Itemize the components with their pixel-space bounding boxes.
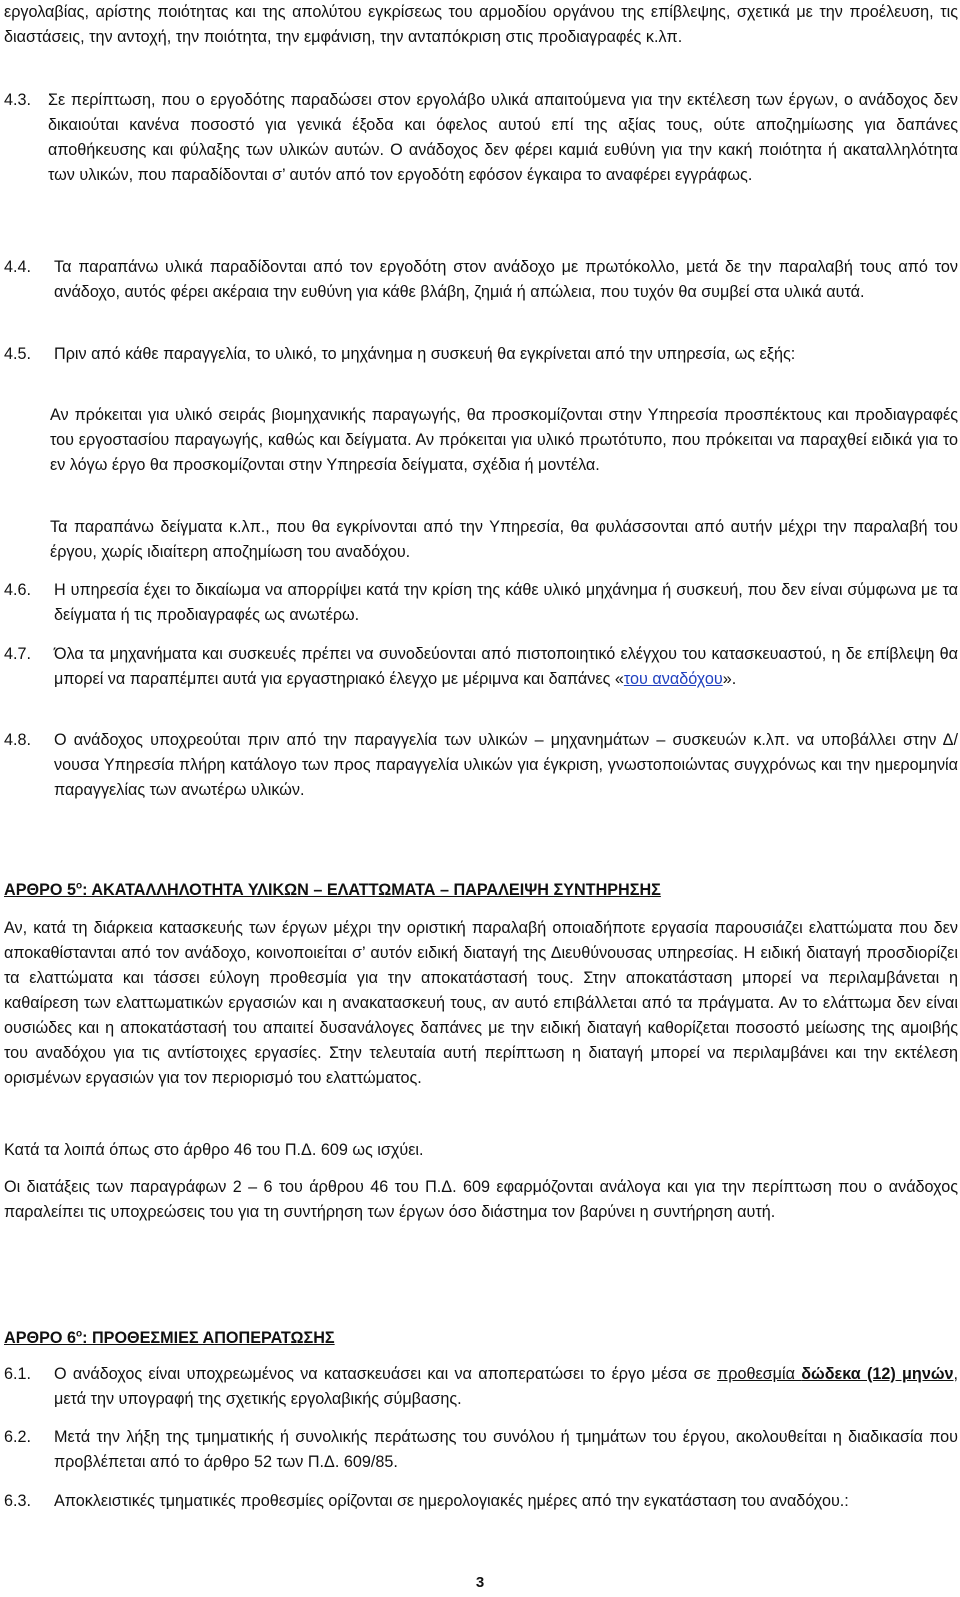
paragraph-text bbox=[54, 1362, 958, 1412]
paragraph-4-6 bbox=[4, 578, 958, 628]
deadline-comma: , bbox=[953, 1365, 958, 1383]
paragraph-4-5-sub1: Αν πρόκειται για υλικό σειράς βιομηχανικής παραγωγής, θα προσκομίζονται στην Υπηρεσία προσπέκτους και προδιαγραφές του εργοστασίου παραγωγής, καθώς και δείγματα. Αν πρόκειται για υλικό πρωτότυπο, που πρόκειται να παραχθεί ειδικά για το εν λόγω έργο θα προσκομίζονται στην Υπηρεσία δείγματα, σχέδια ή μοντέλα. bbox=[50, 406, 958, 474]
paragraph-4-5 bbox=[4, 342, 958, 367]
text-before-link: Όλα τα μηχανήματα και συσκευές πρέπει να συνοδεύονται από πιστοποιητικό ελέγχου του κατασκευαστού, η δε επίβλεψη θα μπορεί να παραπέμπει αυτά για εργαστηριακό έλεγχο με μέριμνα και δαπάνες « bbox=[54, 645, 958, 688]
paragraph-text: Ο ανάδοχος υποχρεούται πριν από την παραγγελία των υλικών – μηχανημάτων – συσκευών κ.λπ. να υποβάλλει στην Δ/νουσα Υπηρεσία πλήρη κατάλογο των προς παραγγελία υλικών για έγκριση, γνωστοποιώντας συγχρόνως και την ημερομηνία παραγγελίας των ανωτέρω υλικών. bbox=[54, 731, 958, 799]
paragraph-number: 6.1. bbox=[4, 1365, 32, 1383]
heading-ordinal: ο bbox=[75, 880, 83, 892]
paragraph-number: 4.5. bbox=[4, 345, 32, 363]
paragraph-4-7 bbox=[4, 642, 958, 692]
text-after-deadline: μετά την υπογραφή της σχετικής εργολαβικής σύμβασης. bbox=[54, 1390, 462, 1408]
text-after-link: ». bbox=[722, 670, 737, 688]
page-number: 3 bbox=[475, 1574, 485, 1591]
paragraph-number: 4.8. bbox=[4, 731, 32, 749]
deadline-word: προθεσμία bbox=[717, 1365, 802, 1383]
paragraph-4-8 bbox=[4, 728, 958, 803]
paragraph-text: Αποκλειστικές τμηματικές προθεσμίες ορίζονται σε ημερολογιακές ημέρες από την εγκατάσταση του αναδόχου.: bbox=[54, 1492, 849, 1510]
paragraph-4-4 bbox=[4, 255, 958, 305]
paragraph-number: 4.4. bbox=[4, 258, 32, 276]
deadline-duration: δώδεκα (12) μηνών bbox=[801, 1365, 954, 1383]
paragraph-6-2 bbox=[4, 1425, 958, 1475]
paragraph-number: 4.3. bbox=[4, 91, 32, 109]
paragraph-text: Σε περίπτωση, που ο εργοδότης παραδώσει στον εργολάβο υλικά απαιτούμενα για την εκτέλεση των έργων, ο ανάδοχος δεν δικαιούται κανένα ποσοστό για γενικά έξοδα και όφελος αυτού επί της αξίας τους, ούτε αποζημίωσης για δαπάνες αποθήκευσης και φύλαξης των υλικών αυτών. Ο ανάδοχος δεν φέρει καμιά ευθύνη για την κακή ποιότητα ή ακαταλληλότητα των υλικών, που παραδίδονται σ’ αυτόν από τον εργοδότη εφόσον έγκαιρα το αναφέρει εγγράφως. bbox=[48, 91, 958, 184]
paragraph-number: 4.7. bbox=[4, 645, 32, 663]
article-5-paragraph-2: Κατά τα λοιπά όπως στο άρθρο 46 του Π.Δ. 609 ως ισχύει. bbox=[4, 1141, 424, 1159]
paragraph-text: Μετά την λήξη της τμηματικής ή συνολικής περάτωσης του συνόλου ή τμημάτων του έργου, ακολουθείται η διαδικασία που προβλέπεται από το άρθρο 52 των Π.Δ. 609/85. bbox=[54, 1428, 958, 1471]
paragraph-text: Τα παραπάνω υλικά παραδίδονται από τον εργοδότη στον ανάδοχο με πρωτόκολλο, μετά δε την παραλαβή τους από τον ανάδοχο, αυτός φέρει ακέραια την ευθύνη για κάθε βλάβη, ζημιά ή απώλεια, που τυχόν θα συμβεί στα υλικά αυτά. bbox=[54, 258, 958, 301]
heading-prefix: ΑΡΘΡΟ 5 bbox=[4, 881, 76, 899]
intro-paragraph: εργολαβίας, αρίστης ποιότητας και της απολύτου εγκρίσεως του αρμοδίου οργάνου της επίβλεψης, σχετικά με την προέλευση, τις διαστάσεις, την αντοχή, την ποιότητα, την εμφάνιση, την ανταπόκριση στις προδιαγραφές κ.λπ. bbox=[4, 3, 958, 46]
paragraph-number: 6.3. bbox=[4, 1492, 32, 1510]
contractor-link[interactable]: του αναδόχου bbox=[623, 670, 723, 688]
heading-title: : ΑΚΑΤΑΛΛΗΛΟΤΗΤΑ ΥΛΙΚΩΝ – ΕΛΑΤΤΩΜΑΤΑ – ΠΑΡΑΛΕΙΨΗ ΣΥΝΤΗΡΗΣΗΣ bbox=[82, 881, 661, 899]
article-5-paragraph-3: Οι διατάξεις των παραγράφων 2 – 6 του άρθρου 46 του Π.Δ. 609 εφαρμόζονται ανάλογα και για την περίπτωση που ο ανάδοχος παραλείπει τις υποχρεώσεις του για τη συντήρηση των έργων όσο διάστημα τον βαρύνει η συντήρηση αυτή. bbox=[4, 1178, 958, 1221]
heading-ordinal: ο bbox=[75, 1328, 83, 1340]
paragraph-text: Η υπηρεσία έχει το δικαίωμα να απορρίψει κατά την κρίση της κάθε υλικό μηχάνημα ή συσκευή, που δεν είναι σύμφωνα με τα δείγματα ή τις προδιαγραφές ως ανωτέρω. bbox=[54, 581, 958, 624]
text-before-deadline: Ο ανάδοχος είναι υποχρεωμένος να κατασκευάσει και να αποπερατώσει το έργο μέσα σε bbox=[54, 1365, 718, 1383]
article-5-paragraph-1: Αν, κατά τη διάρκεια κατασκευής των έργων μέχρι την οριστική παραλαβή οποιαδήποτε εργασία παρουσιάζει ελαττώματα που δεν αποκαθίστανται από τον ανάδοχο, κοινοποιείται σ’ αυτόν ειδική διαταγή της Διευθύνουσας υπηρεσίας. Η ειδική διαταγή προσδιορίζει τα ελαττώματα και τάσσει εύλογη προθεσμία για την αποκατάστασή τους. Στην αποκατάσταση μπορεί να περιλαμβάνεται η καθαίρεση των ελαττωματικών εργασιών και η ανακατασκευή τους, αν αυτό επιβάλλεται από τα πράγματα. Αν το ελάττωμα δεν είναι ουσιώδες και η αποκατάστασή του απαιτεί δυσανάλογες δαπάνες με την ειδική διαταγή καθορίζεται ποσοστό μείωσης της αμοιβής του αναδόχου για τις αντίστοιχες εργασίες. Στην τελευταία αυτή περίπτωση η διαταγή μπορεί να περιλαμβάνει και την εκτέλεση ορισμένων εργασιών για τον περιορισμό του ελαττώματος. bbox=[4, 919, 958, 1087]
paragraph-number: 4.6. bbox=[4, 581, 32, 599]
paragraph-4-5-sub2: Τα παραπάνω δείγματα κ.λπ., που θα εγκρίνονται από την Υπηρεσία, θα φυλάσσονται από αυτήν μέχρι την παραλαβή του έργου, χωρίς ιδιαίτερη αποζημίωση του αναδόχου. bbox=[50, 518, 958, 561]
paragraph-text: Πριν από κάθε παραγγελία, το υλικό, το μηχάνημα η συσκευή θα εγκρίνεται από την υπηρεσία, ως εξής: bbox=[54, 345, 796, 363]
paragraph-4-3 bbox=[4, 88, 958, 188]
paragraph-text bbox=[54, 642, 958, 692]
heading-title: : ΠΡΟΘΕΣΜΙΕΣ ΑΠΟΠΕΡΑΤΩΣΗΣ bbox=[82, 1329, 335, 1347]
paragraph-6-1 bbox=[4, 1362, 958, 1412]
article-5-heading bbox=[4, 878, 661, 903]
heading-prefix: ΑΡΘΡΟ 6 bbox=[4, 1329, 76, 1347]
paragraph-number: 6.2. bbox=[4, 1428, 32, 1446]
paragraph-6-3 bbox=[4, 1489, 958, 1514]
article-6-heading bbox=[4, 1326, 335, 1351]
